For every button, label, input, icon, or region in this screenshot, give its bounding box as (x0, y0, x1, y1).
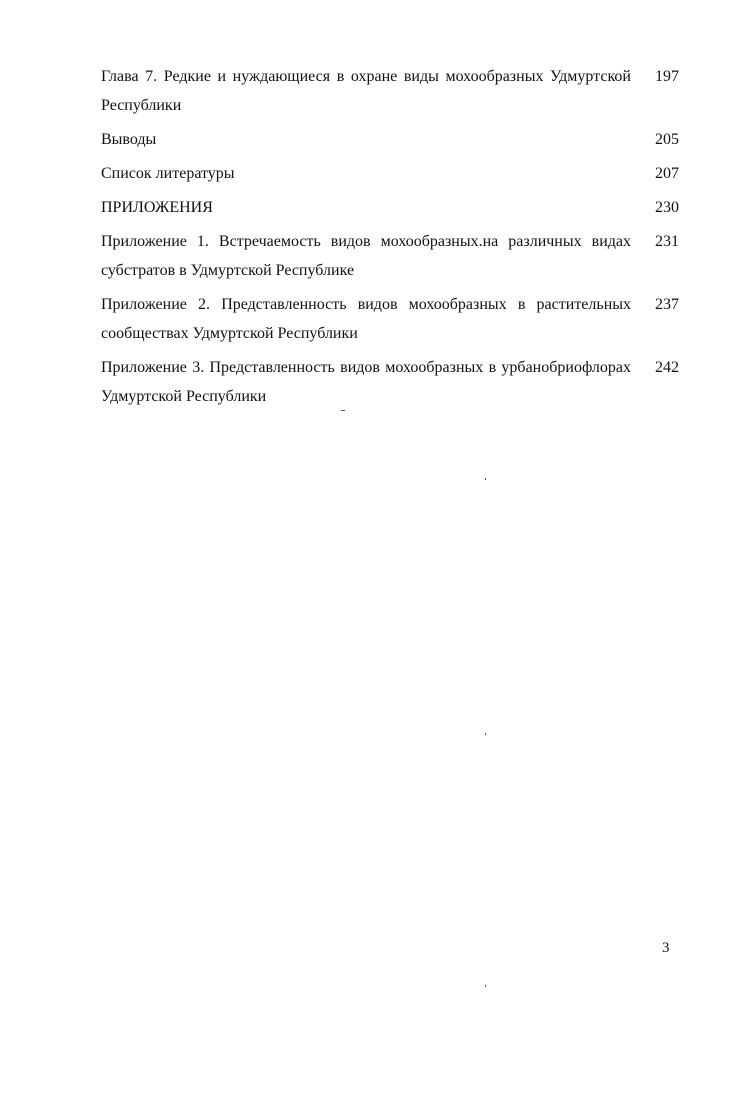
toc-entry-page: 230 (655, 199, 679, 216)
toc-entry-appendices[interactable] (101, 193, 679, 222)
page-number: 3 (662, 940, 670, 956)
toc-entry-title: Приложение 2. Представленность видов мохообразных в растительных сообществах Удмуртской Республики (101, 296, 631, 342)
toc-entry-conclusions[interactable] (101, 125, 679, 154)
scan-speck (485, 478, 486, 480)
toc-entry-title: Глава 7. Редкие и нуждающиеся в охране виды мохообразных Удмуртской Республики (101, 68, 631, 114)
toc-entry-title: Приложение 3. Представленность видов мохообразных в урбанобриофлорах Удмуртской Республики (101, 359, 631, 405)
scan-speck (485, 985, 486, 987)
toc-entry-title: Выводы (101, 131, 157, 148)
toc-entry-page: 205 (655, 131, 679, 148)
toc-entry-title: ПРИЛОЖЕНИЯ (101, 199, 213, 216)
scan-speck (485, 733, 486, 735)
scan-speck (341, 410, 345, 411)
toc-entry-appendix-3[interactable] (101, 353, 679, 411)
toc-entry-chapter-7[interactable] (101, 62, 679, 120)
table-of-contents (101, 62, 679, 416)
toc-entry-page: 242 (655, 359, 679, 376)
toc-entry-appendix-2[interactable] (101, 290, 679, 348)
toc-entry-page: 231 (655, 233, 679, 250)
toc-entry-title: Список литературы (101, 165, 235, 182)
toc-entry-references[interactable] (101, 159, 679, 188)
toc-entry-appendix-1[interactable] (101, 227, 679, 285)
toc-entry-page: 237 (655, 296, 679, 313)
toc-entry-page: 197 (655, 68, 679, 85)
toc-entry-title: Приложение 1. Встречаемость видов мохообразных.на различных видах субстратов в Удмуртской Республике (101, 233, 631, 279)
toc-entry-page: 207 (655, 165, 679, 182)
